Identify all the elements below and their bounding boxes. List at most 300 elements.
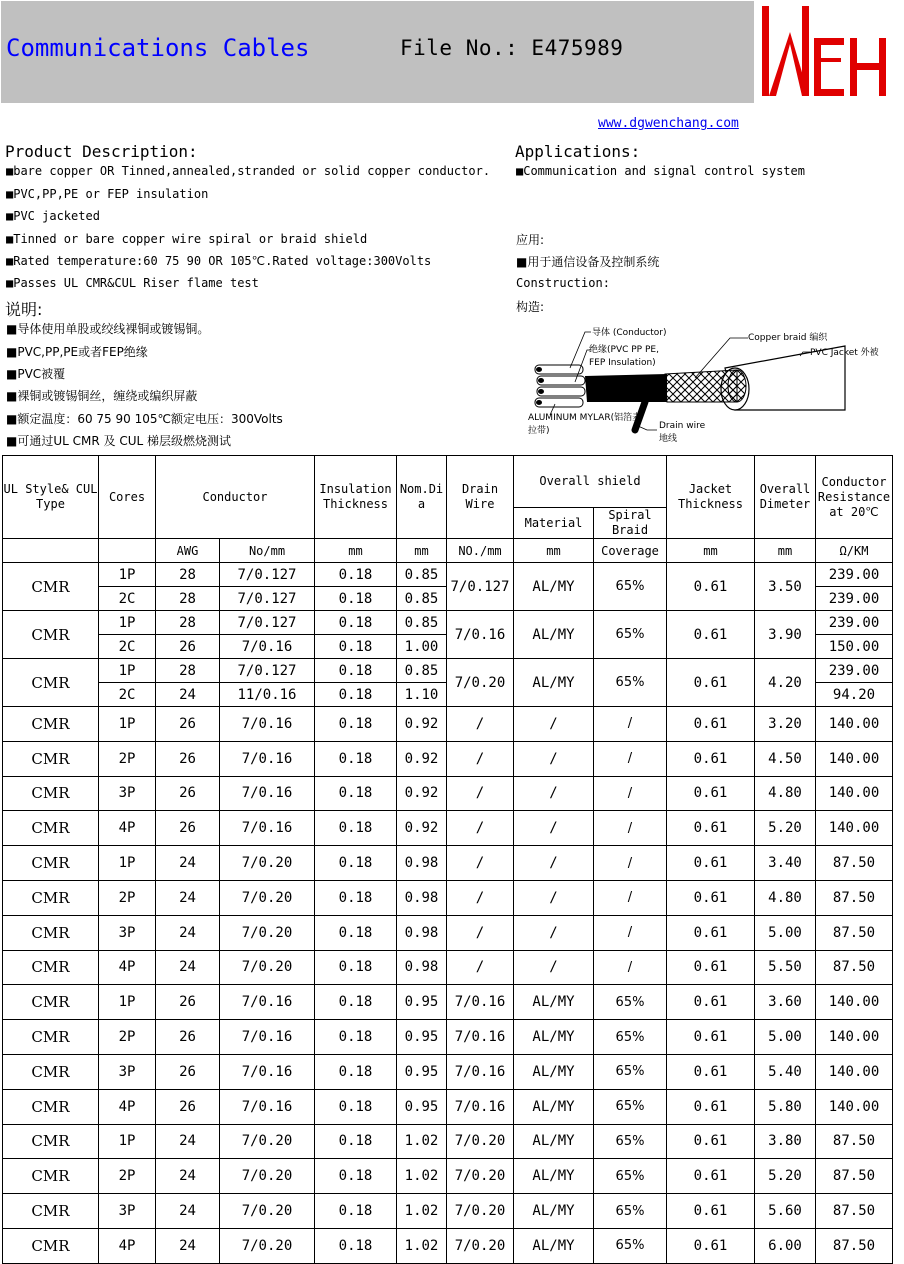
cell-insulation: 0.18 bbox=[315, 611, 397, 635]
header-overall-shield: Overall shield bbox=[514, 456, 667, 508]
header-material: Material bbox=[514, 508, 594, 539]
cell-drain: 7/0.16 bbox=[447, 1089, 514, 1124]
cell-type: CMR bbox=[3, 1194, 99, 1229]
cell-insulation: 0.18 bbox=[315, 1020, 397, 1055]
cell-insulation: 0.18 bbox=[315, 1124, 397, 1159]
cell-awg: 24 bbox=[156, 915, 220, 950]
cell-awg: 24 bbox=[156, 846, 220, 881]
label-drain: Drain wire bbox=[659, 421, 706, 431]
cell-coverage: / bbox=[594, 741, 667, 776]
cell-awg: 26 bbox=[156, 985, 220, 1020]
cell-nomm: 7/0.16 bbox=[220, 635, 315, 659]
cell-cores: 2C bbox=[99, 683, 156, 707]
cell-resistance: 239.00 bbox=[816, 611, 893, 635]
cell-type: CMR bbox=[3, 880, 99, 915]
zh-application-item: ■用于通信设备及控制系统 bbox=[516, 255, 660, 269]
cell-drain: 7/0.20 bbox=[447, 1194, 514, 1229]
header-jacket: Jacket Thickness bbox=[667, 456, 755, 539]
cell-cores: 4P bbox=[99, 811, 156, 846]
cell-insulation: 0.18 bbox=[315, 707, 397, 742]
cell-drain: / bbox=[447, 707, 514, 742]
cell-resistance: 140.00 bbox=[816, 741, 893, 776]
header-type: UL Style& CUL Type bbox=[3, 456, 99, 539]
cell-coverage: / bbox=[594, 776, 667, 811]
spec-table bbox=[2, 455, 893, 1264]
wch-logo bbox=[758, 4, 890, 98]
cell-cores: 3P bbox=[99, 1054, 156, 1089]
cell-nomm: 7/0.20 bbox=[220, 1194, 315, 1229]
cell-resistance: 140.00 bbox=[816, 776, 893, 811]
construction-label: Construction: bbox=[516, 276, 610, 290]
cell-awg: 24 bbox=[156, 1124, 220, 1159]
cell-insulation: 0.18 bbox=[315, 776, 397, 811]
header-overall-dia: Overall Dimeter bbox=[755, 456, 816, 539]
cell-nom-dia: 1.02 bbox=[397, 1194, 447, 1229]
cell-type: CMR bbox=[3, 1089, 99, 1124]
unit-ins: mm bbox=[315, 539, 397, 563]
cell-resistance: 239.00 bbox=[816, 587, 893, 611]
cell-insulation: 0.18 bbox=[315, 880, 397, 915]
cell-resistance: 140.00 bbox=[816, 1020, 893, 1055]
cell-overall: 3.80 bbox=[755, 1124, 816, 1159]
cell-type: CMR bbox=[3, 1124, 99, 1159]
cell-cores: 3P bbox=[99, 1194, 156, 1229]
cell-type: CMR bbox=[3, 776, 99, 811]
cell-coverage: 65% bbox=[594, 1089, 667, 1124]
application-item: ■Communication and signal control system bbox=[516, 164, 805, 178]
cell-jacket: 0.61 bbox=[667, 1020, 755, 1055]
cell-jacket: 0.61 bbox=[667, 707, 755, 742]
cell-insulation: 0.18 bbox=[315, 1228, 397, 1263]
cell-insulation: 0.18 bbox=[315, 683, 397, 707]
cell-resistance: 87.50 bbox=[816, 880, 893, 915]
cell-awg: 24 bbox=[156, 1228, 220, 1263]
cell-jacket: 0.61 bbox=[667, 950, 755, 985]
cell-jacket: 0.61 bbox=[667, 659, 755, 707]
cell-cores: 1P bbox=[99, 707, 156, 742]
cell-nomm: 7/0.16 bbox=[220, 1054, 315, 1089]
cell-cores: 2P bbox=[99, 1159, 156, 1194]
table-row bbox=[3, 707, 893, 742]
cell-jacket: 0.61 bbox=[667, 1089, 755, 1124]
cell-overall: 3.50 bbox=[755, 563, 816, 611]
cell-jacket: 0.61 bbox=[667, 1159, 755, 1194]
cell-overall: 5.80 bbox=[755, 1089, 816, 1124]
cell-nomm: 7/0.127 bbox=[220, 587, 315, 611]
file-number: File No.: E475989 bbox=[400, 36, 624, 60]
table-row bbox=[3, 563, 893, 587]
cell-nomm: 7/0.16 bbox=[220, 741, 315, 776]
cell-coverage: 65% bbox=[594, 1124, 667, 1159]
cell-jacket: 0.61 bbox=[667, 611, 755, 659]
zh-description-item: ■PVC被覆 bbox=[6, 367, 66, 381]
cell-jacket: 0.61 bbox=[667, 776, 755, 811]
cell-cores: 2P bbox=[99, 880, 156, 915]
cell-overall: 5.50 bbox=[755, 950, 816, 985]
cell-type: CMR bbox=[3, 659, 99, 707]
cell-coverage: 65% bbox=[594, 1159, 667, 1194]
cell-nomm: 7/0.127 bbox=[220, 611, 315, 635]
cell-insulation: 0.18 bbox=[315, 846, 397, 881]
cell-material: / bbox=[514, 776, 594, 811]
cell-insulation: 0.18 bbox=[315, 985, 397, 1020]
cell-overall: 5.40 bbox=[755, 1054, 816, 1089]
cell-insulation: 0.18 bbox=[315, 1194, 397, 1229]
cell-type: CMR bbox=[3, 1159, 99, 1194]
cell-material: AL/MY bbox=[514, 1124, 594, 1159]
cell-insulation: 0.18 bbox=[315, 635, 397, 659]
cell-nom-dia: 0.85 bbox=[397, 587, 447, 611]
cell-material: / bbox=[514, 915, 594, 950]
cell-coverage: / bbox=[594, 880, 667, 915]
cell-overall: 3.90 bbox=[755, 611, 816, 659]
header-conductor: Conductor bbox=[156, 456, 315, 539]
cell-jacket: 0.61 bbox=[667, 1228, 755, 1263]
cell-material: / bbox=[514, 950, 594, 985]
cell-coverage: / bbox=[594, 846, 667, 881]
cell-nom-dia: 0.95 bbox=[397, 1020, 447, 1055]
cell-drain: / bbox=[447, 776, 514, 811]
cell-nom-dia: 0.98 bbox=[397, 950, 447, 985]
table-row bbox=[3, 1089, 893, 1124]
table-row bbox=[3, 1124, 893, 1159]
table-row bbox=[3, 741, 893, 776]
cell-nom-dia: 0.85 bbox=[397, 611, 447, 635]
cell-nomm: 7/0.16 bbox=[220, 811, 315, 846]
cell-awg: 24 bbox=[156, 880, 220, 915]
cell-jacket: 0.61 bbox=[667, 1124, 755, 1159]
cell-nom-dia: 0.92 bbox=[397, 811, 447, 846]
cell-resistance: 94.20 bbox=[816, 683, 893, 707]
cell-overall: 5.60 bbox=[755, 1194, 816, 1229]
label-braid: Copper braid 编织 bbox=[748, 333, 828, 343]
cell-material: AL/MY bbox=[514, 1020, 594, 1055]
cell-resistance: 239.00 bbox=[816, 659, 893, 683]
cell-cores: 2P bbox=[99, 1020, 156, 1055]
zh-application-label: 应用: bbox=[516, 233, 545, 247]
cell-coverage: 65% bbox=[594, 611, 667, 659]
cell-nom-dia: 0.85 bbox=[397, 563, 447, 587]
cell-awg: 26 bbox=[156, 707, 220, 742]
cell-insulation: 0.18 bbox=[315, 1089, 397, 1124]
table-row bbox=[3, 1054, 893, 1089]
table-row bbox=[3, 985, 893, 1020]
cell-nom-dia: 0.95 bbox=[397, 985, 447, 1020]
cell-cores: 4P bbox=[99, 1089, 156, 1124]
cell-nom-dia: 0.95 bbox=[397, 1054, 447, 1089]
cell-nomm: 7/0.20 bbox=[220, 915, 315, 950]
unit-dia: mm bbox=[397, 539, 447, 563]
cell-overall: 5.20 bbox=[755, 1159, 816, 1194]
header-resistance: Conductor Resistance at 20℃ bbox=[816, 456, 893, 539]
cell-nom-dia: 0.85 bbox=[397, 659, 447, 683]
cell-type: CMR bbox=[3, 985, 99, 1020]
cell-insulation: 0.18 bbox=[315, 563, 397, 587]
label-mylar-2: 拉带) bbox=[528, 426, 550, 436]
cell-nomm: 7/0.16 bbox=[220, 1020, 315, 1055]
cell-coverage: / bbox=[594, 915, 667, 950]
cell-awg: 28 bbox=[156, 611, 220, 635]
cell-awg: 26 bbox=[156, 776, 220, 811]
cell-nom-dia: 0.98 bbox=[397, 880, 447, 915]
table-row bbox=[3, 1159, 893, 1194]
cell-nom-dia: 0.92 bbox=[397, 741, 447, 776]
header-drain: Drain Wire bbox=[447, 456, 514, 539]
cell-resistance: 87.50 bbox=[816, 1194, 893, 1229]
cell-nomm: 11/0.16 bbox=[220, 683, 315, 707]
cell-nom-dia: 0.98 bbox=[397, 915, 447, 950]
cell-awg: 24 bbox=[156, 1159, 220, 1194]
cell-awg: 24 bbox=[156, 950, 220, 985]
cell-material: AL/MY bbox=[514, 1228, 594, 1263]
cell-overall: 4.20 bbox=[755, 659, 816, 707]
cell-resistance: 140.00 bbox=[816, 1089, 893, 1124]
cell-type: CMR bbox=[3, 563, 99, 611]
cell-overall: 3.40 bbox=[755, 846, 816, 881]
cell-resistance: 150.00 bbox=[816, 635, 893, 659]
cell-drain: 7/0.20 bbox=[447, 1124, 514, 1159]
cell-cores: 1P bbox=[99, 1124, 156, 1159]
cell-coverage: 65% bbox=[594, 985, 667, 1020]
cell-nom-dia: 0.98 bbox=[397, 846, 447, 881]
cell-nomm: 7/0.20 bbox=[220, 1124, 315, 1159]
units-empty bbox=[3, 539, 99, 563]
header-banner bbox=[1, 1, 754, 103]
description-item: ■bare copper OR Tinned,annealed,stranded or solid copper conductor. bbox=[6, 164, 491, 178]
cell-coverage: / bbox=[594, 811, 667, 846]
cell-resistance: 87.50 bbox=[816, 950, 893, 985]
table-row bbox=[3, 611, 893, 635]
description-item: ■Rated temperature:60 75 90 OR 105℃.Rated voltage:300Volts bbox=[6, 254, 432, 268]
cell-overall: 5.20 bbox=[755, 811, 816, 846]
description-item: ■Tinned or bare copper wire spiral or braid shield bbox=[6, 232, 368, 246]
cell-cores: 1P bbox=[99, 563, 156, 587]
label-drain-2: 地线 bbox=[659, 434, 678, 444]
cell-coverage: 65% bbox=[594, 1054, 667, 1089]
cell-insulation: 0.18 bbox=[315, 587, 397, 611]
cell-insulation: 0.18 bbox=[315, 915, 397, 950]
cell-insulation: 0.18 bbox=[315, 1054, 397, 1089]
table-row bbox=[3, 915, 893, 950]
cell-material: / bbox=[514, 846, 594, 881]
unit-drain: NO./mm bbox=[447, 539, 514, 563]
table-row bbox=[3, 846, 893, 881]
website-link[interactable]: www.dgwenchang.com bbox=[598, 116, 739, 131]
cell-awg: 26 bbox=[156, 635, 220, 659]
cell-coverage: 65% bbox=[594, 659, 667, 707]
cell-material: / bbox=[514, 741, 594, 776]
cell-drain: 7/0.16 bbox=[447, 985, 514, 1020]
product-description-title: Product Description: bbox=[5, 142, 198, 161]
cell-drain: 7/0.20 bbox=[447, 659, 514, 707]
cell-cores: 4P bbox=[99, 950, 156, 985]
cell-insulation: 0.18 bbox=[315, 659, 397, 683]
zh-description-item: ■导体使用单股或绞线裸铜或镀锡铜。 bbox=[6, 322, 210, 336]
header-insulation: Insulation Thickness bbox=[315, 456, 397, 539]
cell-material: / bbox=[514, 811, 594, 846]
label-mylar: ALUMINUM MYLAR(铝箔麦 bbox=[528, 413, 642, 423]
cell-drain: 7/0.127 bbox=[447, 563, 514, 611]
header-nom-dia: Nom.Di a bbox=[397, 456, 447, 539]
cell-nomm: 7/0.20 bbox=[220, 1228, 315, 1263]
cell-drain: / bbox=[447, 915, 514, 950]
cell-drain: / bbox=[447, 811, 514, 846]
cell-coverage: / bbox=[594, 950, 667, 985]
cell-resistance: 87.50 bbox=[816, 915, 893, 950]
cell-insulation: 0.18 bbox=[315, 811, 397, 846]
cell-drain: 7/0.20 bbox=[447, 1228, 514, 1263]
label-insulation: 绝缘(PVC PP PE, bbox=[589, 345, 659, 355]
cell-cores: 1P bbox=[99, 846, 156, 881]
cell-nomm: 7/0.16 bbox=[220, 1089, 315, 1124]
cell-insulation: 0.18 bbox=[315, 741, 397, 776]
cable-construction-diagram bbox=[525, 318, 879, 448]
header-spiral-braid: Spiral Braid bbox=[594, 508, 667, 539]
cell-cores: 2C bbox=[99, 587, 156, 611]
cell-drain: 7/0.16 bbox=[447, 1054, 514, 1089]
applications-title: Applications: bbox=[515, 142, 641, 161]
cell-drain: / bbox=[447, 880, 514, 915]
cell-cores: 1P bbox=[99, 611, 156, 635]
cell-type: CMR bbox=[3, 811, 99, 846]
unit-material: mm bbox=[514, 539, 594, 563]
table-row bbox=[3, 811, 893, 846]
cell-jacket: 0.61 bbox=[667, 1194, 755, 1229]
cell-material: AL/MY bbox=[514, 659, 594, 707]
cell-cores: 1P bbox=[99, 985, 156, 1020]
cell-awg: 26 bbox=[156, 1089, 220, 1124]
cell-resistance: 87.50 bbox=[816, 1159, 893, 1194]
cell-resistance: 239.00 bbox=[816, 563, 893, 587]
cell-overall: 4.80 bbox=[755, 776, 816, 811]
cell-nomm: 7/0.16 bbox=[220, 985, 315, 1020]
cell-overall: 5.00 bbox=[755, 915, 816, 950]
table-row bbox=[3, 880, 893, 915]
cell-resistance: 87.50 bbox=[816, 846, 893, 881]
cell-material: AL/MY bbox=[514, 1089, 594, 1124]
cell-nom-dia: 1.02 bbox=[397, 1159, 447, 1194]
cell-nom-dia: 0.95 bbox=[397, 1089, 447, 1124]
cell-awg: 24 bbox=[156, 683, 220, 707]
unit-coverage: Coverage bbox=[594, 539, 667, 563]
cell-awg: 28 bbox=[156, 659, 220, 683]
cell-material: AL/MY bbox=[514, 985, 594, 1020]
units-empty bbox=[99, 539, 156, 563]
cell-nom-dia: 0.92 bbox=[397, 707, 447, 742]
cell-type: CMR bbox=[3, 741, 99, 776]
cell-awg: 26 bbox=[156, 811, 220, 846]
cell-material: AL/MY bbox=[514, 1054, 594, 1089]
cell-material: / bbox=[514, 880, 594, 915]
cell-jacket: 0.61 bbox=[667, 1054, 755, 1089]
cell-resistance: 140.00 bbox=[816, 1054, 893, 1089]
cell-material: AL/MY bbox=[514, 563, 594, 611]
table-row bbox=[3, 1020, 893, 1055]
zh-construction-label: 构造: bbox=[516, 300, 545, 314]
cell-insulation: 0.18 bbox=[315, 1159, 397, 1194]
cell-nomm: 7/0.16 bbox=[220, 776, 315, 811]
zh-description-title: 说明: bbox=[5, 300, 43, 319]
cell-material: AL/MY bbox=[514, 1194, 594, 1229]
zh-description-item: ■裸铜或镀锡铜丝，缠绕或编织屏蔽 bbox=[6, 389, 198, 403]
cell-material: / bbox=[514, 707, 594, 742]
description-item: ■PVC,PP,PE or FEP insulation bbox=[6, 187, 209, 201]
cell-jacket: 0.61 bbox=[667, 563, 755, 611]
cell-nomm: 7/0.127 bbox=[220, 563, 315, 587]
cell-awg: 26 bbox=[156, 1054, 220, 1089]
cell-nomm: 7/0.20 bbox=[220, 846, 315, 881]
table-row bbox=[3, 950, 893, 985]
cell-resistance: 140.00 bbox=[816, 985, 893, 1020]
cell-awg: 26 bbox=[156, 741, 220, 776]
unit-resistance: Ω/KM bbox=[816, 539, 893, 563]
cell-awg: 24 bbox=[156, 1194, 220, 1229]
unit-overall: mm bbox=[755, 539, 816, 563]
cell-nom-dia: 1.02 bbox=[397, 1228, 447, 1263]
cell-nom-dia: 1.10 bbox=[397, 683, 447, 707]
zh-description-item: ■PVC,PP,PE或者FEP绝缘 bbox=[6, 345, 148, 359]
cell-resistance: 87.50 bbox=[816, 1228, 893, 1263]
label-conductor: 导体 (Conductor) bbox=[592, 328, 667, 338]
cell-jacket: 0.61 bbox=[667, 846, 755, 881]
cell-jacket: 0.61 bbox=[667, 741, 755, 776]
header-cores: Cores bbox=[99, 456, 156, 539]
unit-awg: AWG bbox=[156, 539, 220, 563]
table-row bbox=[3, 1228, 893, 1263]
cell-jacket: 0.61 bbox=[667, 985, 755, 1020]
cell-nomm: 7/0.16 bbox=[220, 707, 315, 742]
cell-jacket: 0.61 bbox=[667, 811, 755, 846]
cell-coverage: 65% bbox=[594, 563, 667, 611]
cell-coverage: 65% bbox=[594, 1020, 667, 1055]
cell-nom-dia: 1.02 bbox=[397, 1124, 447, 1159]
cell-jacket: 0.61 bbox=[667, 880, 755, 915]
cell-overall: 3.60 bbox=[755, 985, 816, 1020]
cell-drain: 7/0.16 bbox=[447, 611, 514, 659]
cell-cores: 2C bbox=[99, 635, 156, 659]
cell-resistance: 87.50 bbox=[816, 1124, 893, 1159]
table-row bbox=[3, 776, 893, 811]
cell-insulation: 0.18 bbox=[315, 950, 397, 985]
description-item: ■PVC jacketed bbox=[6, 209, 100, 223]
cell-type: CMR bbox=[3, 611, 99, 659]
cell-material: AL/MY bbox=[514, 1159, 594, 1194]
description-item: ■Passes UL CMR&CUL Riser flame test bbox=[6, 276, 259, 290]
cell-nom-dia: 1.00 bbox=[397, 635, 447, 659]
cell-drain: 7/0.20 bbox=[447, 1159, 514, 1194]
cell-nomm: 7/0.127 bbox=[220, 659, 315, 683]
label-jacket: PVC Jacket 外被 bbox=[810, 348, 879, 358]
cell-cores: 4P bbox=[99, 1228, 156, 1263]
cell-drain: / bbox=[447, 846, 514, 881]
cell-awg: 28 bbox=[156, 563, 220, 587]
cell-overall: 4.80 bbox=[755, 880, 816, 915]
cell-type: CMR bbox=[3, 950, 99, 985]
cell-jacket: 0.61 bbox=[667, 915, 755, 950]
cell-type: CMR bbox=[3, 1054, 99, 1089]
cell-coverage: 65% bbox=[594, 1194, 667, 1229]
cell-nom-dia: 0.92 bbox=[397, 776, 447, 811]
cell-awg: 28 bbox=[156, 587, 220, 611]
cell-coverage: 65% bbox=[594, 1228, 667, 1263]
cell-overall: 6.00 bbox=[755, 1228, 816, 1263]
cell-drain: / bbox=[447, 741, 514, 776]
cell-coverage: / bbox=[594, 707, 667, 742]
cell-nomm: 7/0.20 bbox=[220, 950, 315, 985]
cell-awg: 26 bbox=[156, 1020, 220, 1055]
cell-overall: 5.00 bbox=[755, 1020, 816, 1055]
cell-drain: 7/0.16 bbox=[447, 1020, 514, 1055]
